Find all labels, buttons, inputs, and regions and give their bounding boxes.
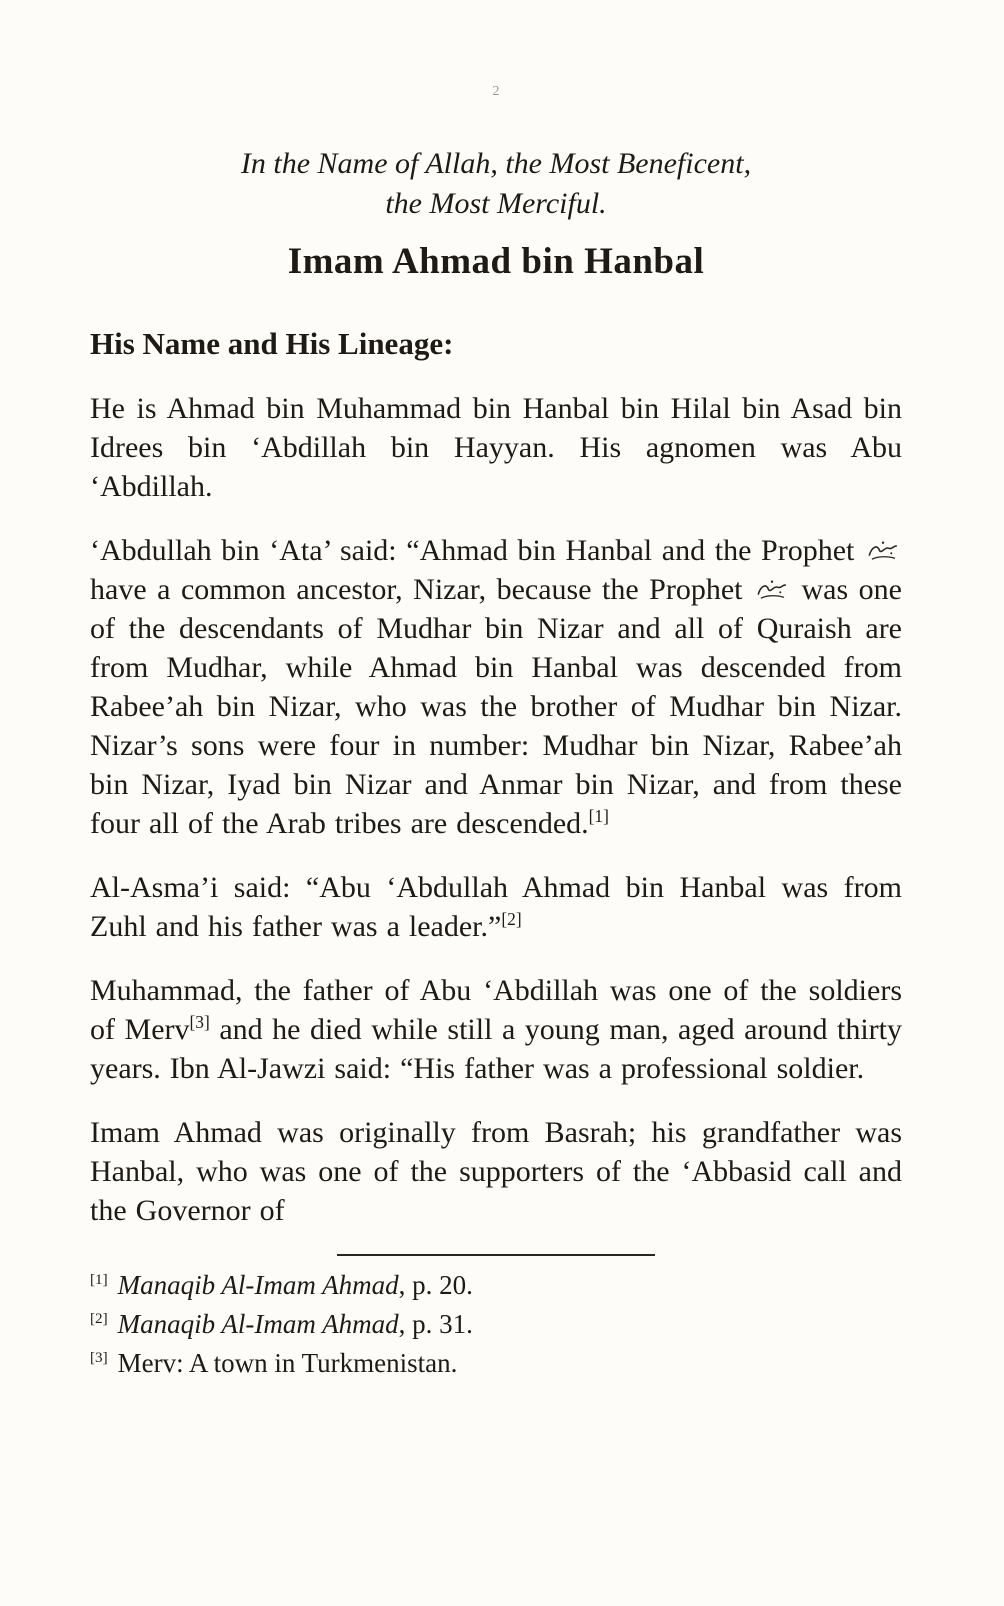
footnote-divider [337, 1254, 655, 1256]
page-title: Imam Ahmad bin Hanbal [287, 241, 705, 282]
prophet-salutation-icon [866, 534, 900, 558]
paragraph-origin [90, 1113, 902, 1230]
footnote-2 [90, 1305, 902, 1344]
paragraph-text: have a common ancestor, Nizar, because the Prophet [90, 573, 754, 606]
paragraph-al-asmai [90, 868, 902, 946]
footnote-detail: Merv: A town in Turkmenistan. [117, 1348, 458, 1378]
footnote-3 [90, 1344, 902, 1383]
basmala-line-2: the Most Merciful. [385, 187, 607, 220]
paragraph-text: and he died while still a young man, aged around thirty years. Ibn Al-Jawzi said: “His father was a professional soldier. [90, 1013, 902, 1085]
footnote-1 [90, 1266, 902, 1305]
page-number: 2 [492, 84, 500, 99]
prophet-salutation-icon [755, 573, 789, 597]
basmala [90, 144, 902, 224]
footnote-marker: [2] [90, 1311, 108, 1327]
footnote-ref-3: [3] [189, 1012, 210, 1032]
paragraph-text: Al-Asma’i said: “Abu ‘Abdullah Ahmad bin Hanbal was from Zuhl and his father was a leader.” [90, 871, 902, 943]
footnote-source: Manaqib Al-Imam Ahmad [117, 1270, 399, 1300]
paragraph-text: Imam Ahmad was originally from Basrah; his grandfather was Hanbal, who was one of the supporters of the ‘Abbasid call and the Governor of [90, 1116, 902, 1227]
paragraph-ancestry [90, 531, 902, 843]
paragraph-text: ‘Abdullah bin ‘Ata’ said: “Ahmad bin Hanbal and the Prophet [90, 534, 864, 567]
paragraph-text: was one of the descendants of Mudhar bin Nizar and all of Quraish are from Mudhar, while Ahmad bin Hanbal was descended from Rabee’ah bin Nizar, who was the brother of Mudhar bin Nizar. Nizar’s sons were four in number: Mudhar bin Nizar, Rabee’ah bin Nizar, Iyad bin Nizar and Anmar bin Nizar, and from these four all of the Arab tribes are descended. [90, 573, 902, 840]
paragraph-name-lineage [90, 389, 902, 506]
footnote-ref-1: [1] [588, 806, 609, 826]
paragraph-text: Muhammad, the father of Abu ‘Abdillah was one of the soldiers of Merv [90, 974, 902, 1046]
footnotes-section [90, 1266, 902, 1383]
footnote-detail: , p. 31. [398, 1309, 473, 1339]
footnote-marker: [1] [90, 1272, 108, 1288]
footnote-marker: [3] [90, 1350, 108, 1366]
section-heading: His Name and His Lineage: [90, 326, 454, 361]
basmala-line-1: In the Name of Allah, the Most Beneficent, [240, 147, 752, 180]
paragraph-text: He is Ahmad bin Muhammad bin Hanbal bin Hilal bin Asad bin Idrees bin ‘Abdillah bin Hayyan. His agnomen was Abu ‘Abdillah. [90, 392, 902, 503]
paragraph-father [90, 971, 902, 1088]
footnote-detail: , p. 20. [398, 1270, 473, 1300]
footnote-ref-2: [2] [501, 909, 522, 929]
footnote-source: Manaqib Al-Imam Ahmad [117, 1309, 399, 1339]
